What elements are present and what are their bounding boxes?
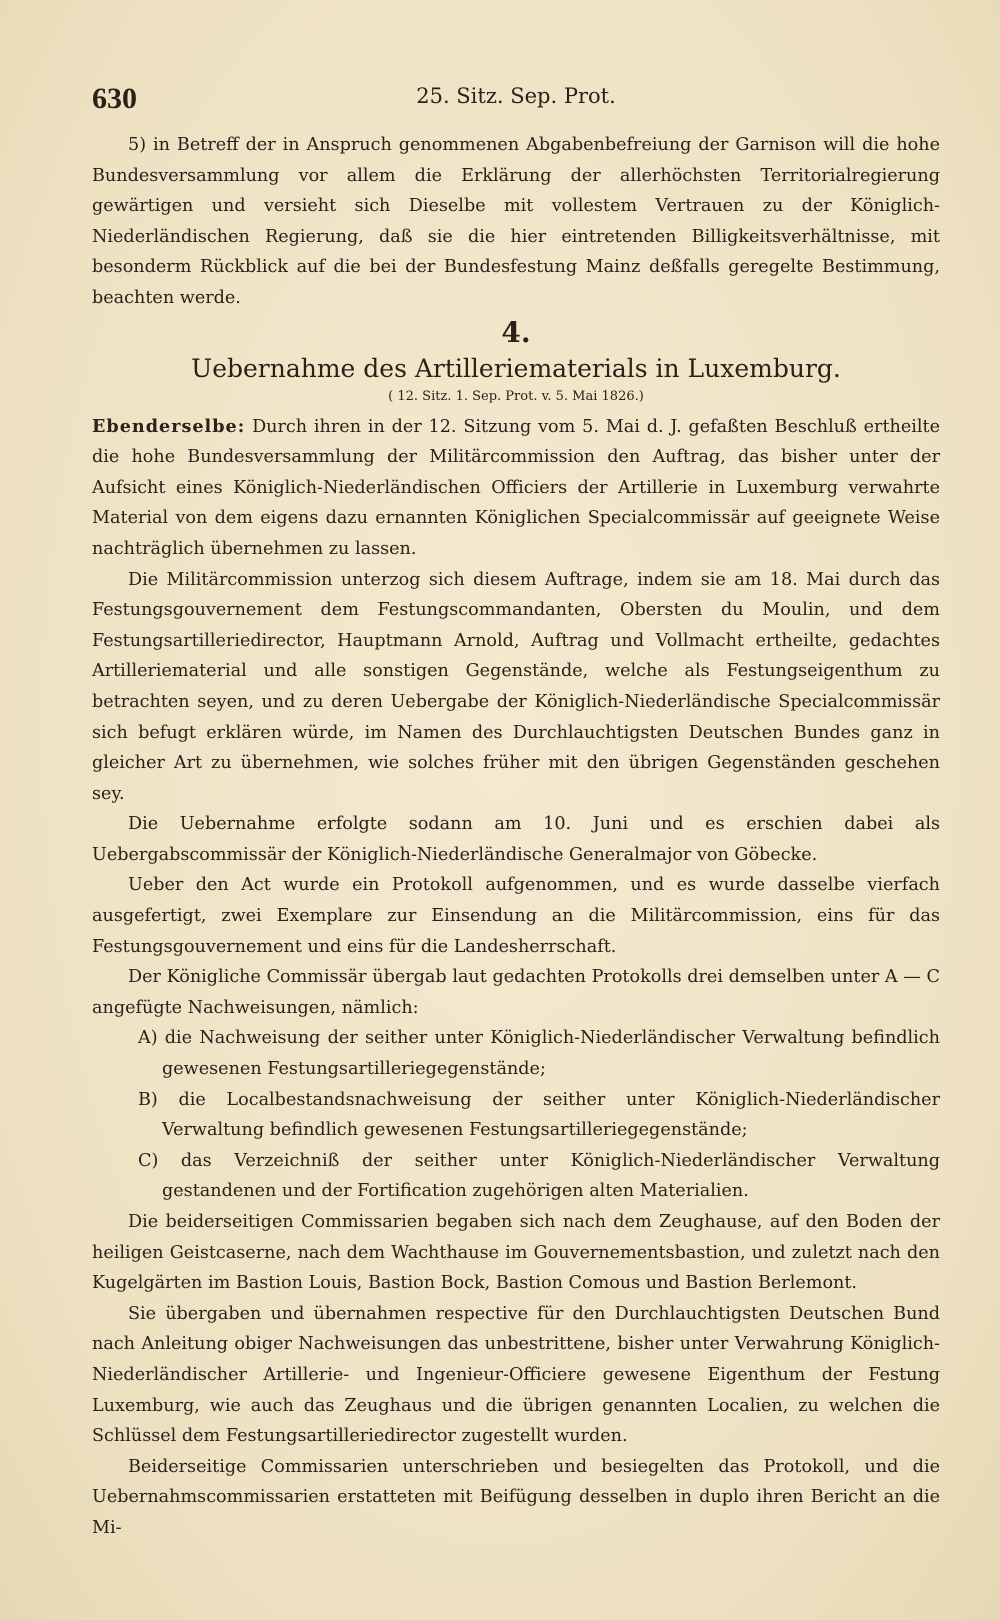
paragraph-commission: Die Militärcommission unterzog sich diesem Auftrage, indem sie am 18. Mai durch das Festungsgouvernement dem Festungscommandanten, Obersten du Moulin, und dem Festungsartilleriedirector, Hauptmann Arnold, Auftrag und Vollmacht ertheilte, gedachtes Artilleriematerial und alle sonstigen Gegenstände, welche als Festungseigenthum zu betrachten seyen, und zu deren Uebergabe der Königlich-Niederländische Specialcommissär sich befugt erklären würde, im Namen des Durchlauchtigsten Deutschen Bundes ganz in gleicher Art zu übernehmen, wie solches früher mit den übrigen Gegenständen geschehen sey. bbox=[92, 569, 940, 804]
page-body bbox=[92, 130, 940, 1544]
paragraph-takeover: Die Uebernahme erfolgte sodann am 10. Juni und es erschien dabei als Uebergabscommissär der Königlich-Niederländische Generalmajor von Göbecke. bbox=[92, 814, 940, 865]
section-title: Uebernahme des Artilleriematerials in Luxemburg. bbox=[191, 353, 841, 383]
section-reference: ( 12. Sitz. 1. Sep. Prot. v. 5. Mai 1826.) bbox=[388, 388, 644, 404]
paragraph-intro bbox=[92, 412, 940, 565]
page-number: 630 bbox=[92, 82, 137, 115]
running-head: 25. Sitz. Sep. Prot. bbox=[416, 84, 616, 108]
paragraph-commissioner: Der Königliche Commissär übergab laut gedachten Protokolls drei demselben unter A — C angefügte Nachweisungen, nämlich: bbox=[92, 967, 940, 1018]
paragraph-signature: Beiderseitige Commissarien unterschrieben und besiegelten das Protokoll, und die Uebernahmscommissarien erstatteten mit Beifügung desselben in duplo ihren Bericht an die Mi- bbox=[92, 1456, 940, 1538]
paragraph-inspection: Die beiderseitigen Commissarien begaben sich nach dem Zeughause, auf den Boden der heiligen Geistcaserne, nach dem Wachthause im Gouvernementsbastion, und zuletzt nach den Kugelgärten im Bastion Louis, Bastion Bock, Bastion Comous und Bastion Berlemont. bbox=[92, 1212, 940, 1294]
list-item-a: A) die Nachweisung der seither unter Königlich-Niederländischer Verwaltung befindlich gewesenen Festungsartilleriegegenstände; bbox=[138, 1028, 940, 1080]
page-header bbox=[92, 82, 940, 116]
list-item-c: C) das Verzeichniß der seither unter Königlich-Niederländischer Verwaltung gestandenen und der Fortification zugehörigen alten Materialien. bbox=[138, 1150, 940, 1202]
paragraph-protocol: Ueber den Act wurde ein Protokoll aufgenommen, und es wurde dasselbe vierfach ausgefertigt, zwei Exemplare zur Einsendung an die Militärcommission, eins für das Festungsgouvernement und eins für die Landesherrschaft. bbox=[92, 875, 940, 957]
section-number: 4. bbox=[501, 315, 531, 349]
paragraph-point-5: 5) in Betreff der in Anspruch genommenen Abgabenbefreiung der Garnison will die hohe Bundesversammlung vor allem die Erklärung der allerhöchsten Territorialregierung gewärtigen und versieht sich Dieselbe mit vollestem Vertrauen zu der Königlich-Niederländischen Regierung, daß sie die hier eintretenden Billigkeitsverhältnisse, mit besonderm Rückblick auf die bei der Bundesfestung Mainz deßfalls geregelte Bestimmung, beachten werde. bbox=[92, 135, 940, 308]
list-item-b: B) die Localbestandsnachweisung der seither unter Königlich-Niederländischer Verwaltung befindlich gewesenen Festungsartilleriegegenstände; bbox=[138, 1089, 940, 1141]
paragraph-handover: Sie übergaben und übernahmen respective für den Durchlauchtigsten Deutschen Bund nach Anleitung obiger Nachweisungen das unbestrittene, bisher unter Verwahrung Königlich-Niederländischer Artillerie- und Ingenieur-Officiere gewesene Eigenthum der Festung Luxemburg, wie auch das Zeughaus und die übrigen genannten Localien, zu welchen die Schlüssel dem Festungsartilleriedirector zugestellt wurden. bbox=[92, 1303, 940, 1447]
lead-word: Ebenderselbe: bbox=[92, 415, 246, 437]
paragraph-intro-text: Durch ihren in der 12. Sitzung vom 5. Mai d. J. gefaßten Beschluß ertheilte die hohe Bundesversammlung der Militärcommission den Auftrag, das bisher unter der Aufsicht eines Königlich-Niederländischen Officiers der Artillerie in Luxemburg verwahrte Material von dem eigens dazu ernannten Königlichen Specialcommissär auf geeignete Weise nachträglich übernehmen zu lassen. bbox=[92, 416, 940, 559]
